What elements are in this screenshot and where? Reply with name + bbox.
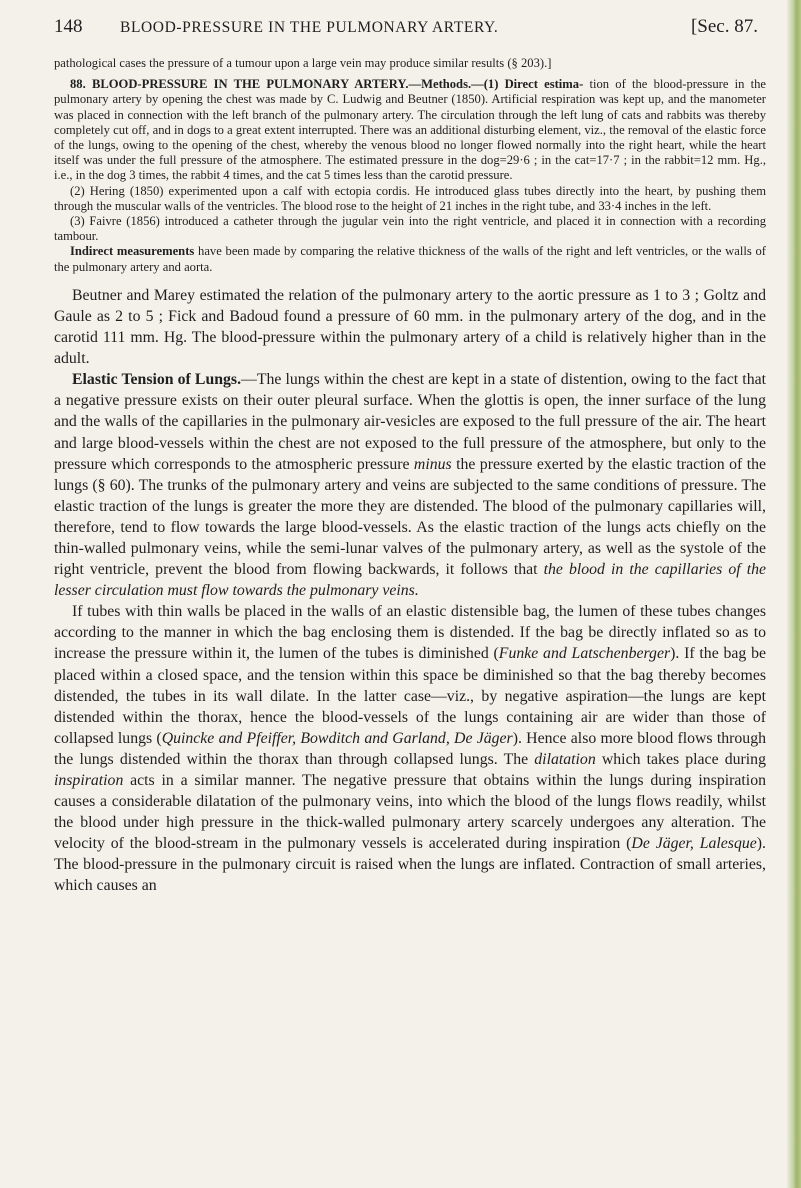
paragraph-hering: (2) Hering (1850) experimented upon a calf with ectopia cordis. He introduced glass tubes directly into the heart, by pushing them through the muscular walls of the ventricles. The blood rose to the height of 21 inches in the right tube, and 33·4 inches in the left. (54, 183, 766, 213)
paragraph-estimates: Beutner and Marey estimated the relation of the pulmonary artery to the aortic pressure as 1 to 3 ; Goltz and Gaule as 2 to 5 ; Fick and Badoud found a pressure of 60 mm. in the pulmonary artery of the dog, and in the carotid 111 mm. Hg. The blood-pressure within the pulmonary artery of a child is relatively higher than in the adult. (54, 286, 766, 368)
section-marker: [Sec. 87. (690, 16, 758, 37)
paragraph-continuation: pathological cases the pressure of a tumour upon a large vein may produce similar results (§ 203).] (54, 56, 552, 70)
running-title: BLOOD-PRESSURE IN THE PULMONARY ARTERY. (120, 19, 499, 36)
paragraph-methods: 88. BLOOD-PRESSURE IN THE PULMONARY ARTERY.—Methods.—(1) Direct estima- tion of the blood-pressure in the pulmonary artery by opening the chest was made by C. Ludwig and Beutner (1850). Artificial respiration was kept up, and the manometer was placed in connection with the left branch of the pulmonary artery. The circulation through the left lung of cats and rabbits was thereby completely cut off, and in dogs to a great extent interrupted. There was an additional disturbing element, viz., the removal of the elastic force of the lungs, owing to the opening of the chest, whereby the venous blood no longer flowed normally into the right heart, while the heart itself was under the full pressure of the atmosphere. The estimated pressure in the dog=29·6 ; in the cat=17·7 ; in the rabbit=12 mm. Hg., i.e., in the dog 3 times, the rabbit 4 times, and the cat 5 times less than the carotid pressure. (54, 77, 766, 183)
page-number: 148 (54, 16, 83, 37)
subsection-heading: Elastic Tension of Lungs. (72, 371, 242, 389)
paragraph-indirect: Indirect measurements have been made by comparing the relative thickness of the walls of the right and left ventricles, or the walls of the pulmonary artery and aorta. (54, 244, 766, 274)
page-body (54, 56, 766, 897)
inline-heading: Indirect measurements (70, 244, 195, 259)
page-header (54, 16, 760, 40)
paragraph-faivre: (3) Faivre (1856) introduced a catheter through the jugular vein into the right ventricle, and placed it in connection with a recording tambour. (54, 214, 766, 244)
paragraph-elastic-tension: Elastic Tension of Lungs.—The lungs within the chest are kept in a state of distention, owing to the fact that a negative pressure exists on their outer pleural surface. When the glottis is open, the inner surface of the lung and the walls of the capillaries in the pulmonary air-vesicles are exposed to the full pressure of the air. The heart and large blood-vessels within the chest are not exposed to the full pressure of the atmosphere, but only to the pressure which corresponds to the atmospheric pressure minus the pressure exerted by the elastic traction of the lungs (§ 60). The trunks of the pulmonary artery and veins are subjected to the same conditions of pressure. The elastic traction of the lungs is greater the more they are distended. The blood of the pulmonary capillaries will, therefore, tend to flow towards the large blood-vessels. As the elastic traction of the lungs acts chiefly on the thin-walled pulmonary veins, while the semi-lunar valves of the pulmonary artery, as well as the systole of the right ventricle, prevent the blood from flowing backwards, it follows that the blood in the capillaries of the lesser circulation must flow towards the pulmonary veins. (54, 371, 766, 600)
paragraph-tubes: If tubes with thin walls be placed in the walls of an elastic distensible bag, the lumen of these tubes changes according to the manner in which the bag enclosing them is distended. If the bag be directly inflated so as to increase the pressure within it, the lumen of the tubes is diminished (Funke and Latschenberger). If the bag be placed within a closed space, and the tension within this space be diminished so that the bag thereby becomes distended, the tubes in its wall dilate. In the latter case—viz., by negative aspiration—the lungs are kept distended within the thorax, hence the blood-vessels of the lungs containing air are wider than those of collapsed lungs (Quincke and Pfeiffer, Bowditch and Garland, De Jäger). Hence also more blood flows through the lungs distended within the thorax than through collapsed lungs. The dilatation which takes place during inspiration acts in a similar manner. The negative pressure that obtains within the lungs during inspiration causes a considerable dilatation of the pulmonary veins, into which the blood of the lungs flows readily, whilst the blood under high pressure in the thick-walled pulmonary artery scarcely undergoes any alteration. The velocity of the blood-stream in the pulmonary vessels is accelerated during inspiration (De Jäger, Lalesque). The blood-pressure in the pulmonary circuit is raised when the lungs are inflated. Contraction of small arteries, which causes an (54, 603, 766, 895)
section-heading: 88. BLOOD-PRESSURE IN THE PULMONARY ARTERY.—Methods.—(1) Direct estima- (70, 77, 584, 92)
page-edge-shadow (787, 0, 801, 1188)
